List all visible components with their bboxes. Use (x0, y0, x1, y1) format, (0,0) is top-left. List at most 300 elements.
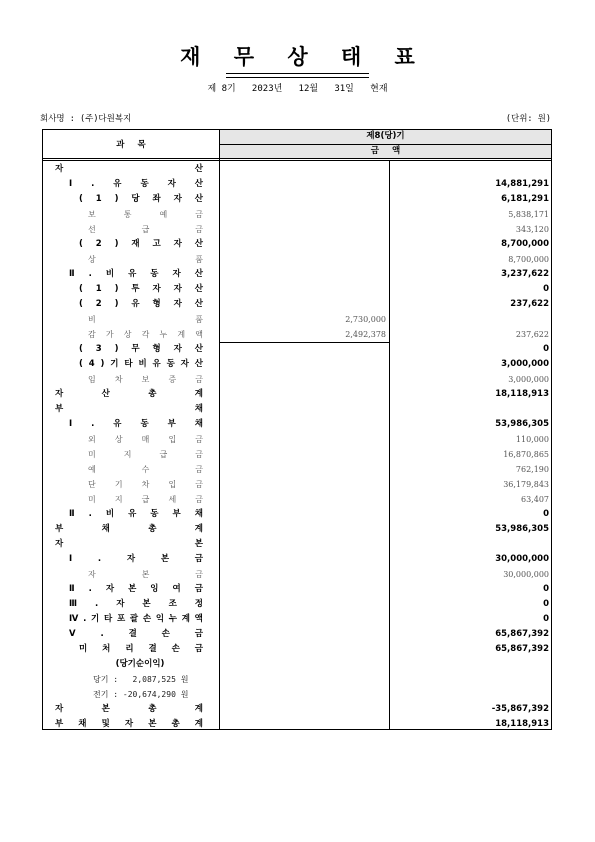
account-label (88, 252, 203, 267)
account-label-char: 자 (55, 164, 64, 174)
account-label-char: 수 (141, 465, 150, 474)
account-label-char: 산 (194, 344, 203, 354)
account-label-char: 금 (195, 375, 203, 384)
account-label-char: 계 (194, 524, 203, 534)
account-label-char: 매 (141, 435, 150, 444)
amount: 63,407 (521, 495, 549, 504)
table-row (43, 387, 552, 402)
account-label (88, 447, 203, 462)
account-label-char: ) (114, 194, 119, 204)
account-label-char: 가 (105, 330, 114, 339)
account-label-char: 부 (167, 419, 176, 429)
table-row (43, 372, 552, 387)
balance-sheet-table (42, 129, 552, 730)
account-label-char: 산 (194, 359, 203, 369)
sub-amount: 2,730,000 (345, 315, 386, 324)
account-label (88, 462, 203, 477)
account-label-char: . (83, 614, 87, 624)
amount: 762,190 (515, 465, 549, 474)
account-label (79, 192, 203, 207)
table-row (43, 687, 552, 702)
account-label-char: 비 (88, 315, 96, 324)
account-label-char: 산 (194, 194, 203, 204)
account-label-char: 금 (195, 435, 203, 444)
account-label-char: 산 (101, 389, 110, 399)
account-label-char: 품 (195, 255, 203, 264)
account-label-char: 순 (135, 659, 145, 669)
account-label-char: 자 (172, 269, 181, 279)
account-label-char: 타 (124, 359, 133, 369)
account-label (79, 237, 203, 252)
amount: 0 (543, 509, 549, 519)
account-label-char: 외 (88, 435, 96, 444)
account-label-char: 부 (55, 524, 64, 534)
account-label-char: 계 (194, 704, 203, 714)
account-label-char: 손 (161, 629, 170, 639)
table-row (43, 462, 552, 477)
account-label-char: 리 (125, 644, 134, 654)
amount (389, 402, 549, 417)
account-label-char: 결 (148, 644, 157, 654)
amount: 3,000,000 (508, 375, 549, 384)
account-label (55, 522, 203, 537)
account-label-char: 증 (168, 375, 177, 384)
account-label-char: 금 (194, 554, 203, 564)
account-label-char: 및 (101, 719, 110, 729)
table-row (43, 282, 552, 297)
table-row (43, 432, 552, 447)
table-row (43, 582, 552, 597)
account-label-char: 비 (138, 359, 147, 369)
table-row (43, 477, 552, 492)
table-row (43, 357, 552, 372)
account-label-char: 통 (123, 210, 132, 219)
account-label-char: 미 (79, 644, 88, 654)
account-label-char: 자 (105, 584, 115, 594)
amount: 18,118,913 (495, 719, 549, 729)
account-label-char: 계 (194, 719, 203, 729)
account-label-char: 부 (172, 509, 181, 519)
account-label-char: 예 (159, 210, 168, 219)
account-label-char: 정 (194, 599, 203, 609)
table-row (43, 222, 552, 237)
header-amount-label: 금 액 (370, 146, 406, 156)
account-label (69, 627, 203, 642)
amount: 30,000,000 (495, 554, 549, 564)
account-label-char: 산 (194, 179, 203, 189)
account-label-char: 동 (150, 509, 159, 519)
account-label-char: 부 (55, 404, 64, 414)
account-label-char: 금 (195, 465, 203, 474)
account-label-char: ( (79, 359, 83, 369)
account-label-char: 고 (152, 239, 161, 249)
table-row (43, 552, 552, 567)
account-label-char: 동 (140, 419, 149, 429)
account-label-char: ( (79, 239, 83, 249)
account-label-char: 3 (95, 344, 102, 354)
account-label (79, 642, 203, 657)
amount: 237,622 (515, 330, 549, 339)
table-row (43, 417, 552, 432)
account-label (69, 582, 203, 597)
account-label-char: 산 (194, 299, 203, 309)
table-row (43, 312, 552, 327)
amount (389, 537, 549, 552)
amount: 0 (543, 599, 549, 609)
account-label (79, 357, 203, 372)
account-label-char: . (91, 419, 95, 429)
table-row (43, 612, 552, 627)
account-label-char: 자 (152, 284, 161, 294)
account-label-char: . (88, 269, 92, 279)
account-label-char: 총 (148, 389, 157, 399)
account-label (79, 342, 203, 357)
account-label-char: 유 (113, 179, 122, 189)
account-label-char: ( (115, 659, 120, 669)
table-row (43, 657, 552, 672)
account-label-char: Ⅰ (69, 554, 73, 564)
account-label-char: 상 (88, 255, 96, 264)
account-label-char: 익 (152, 659, 161, 669)
account-label-char: 2 (95, 299, 102, 309)
table-row (43, 567, 552, 582)
account-label (69, 552, 203, 567)
account-label-char: 손 (142, 614, 152, 624)
account-label-char: 계 (177, 330, 186, 339)
account-label-char: 총 (148, 524, 157, 534)
table-row (43, 297, 552, 312)
amount: 18,118,913 (495, 389, 549, 399)
account-label-char: 자 (126, 554, 136, 564)
account-label-char: 금 (194, 584, 203, 594)
account-label-char: 선 (88, 225, 96, 234)
account-label-char: 괄 (129, 614, 139, 624)
table-row (43, 537, 552, 552)
amount: 0 (543, 284, 549, 294)
header-period-label: 제8(당)기 (366, 131, 405, 141)
table-row (43, 192, 552, 207)
account-label-char: Ⅴ (69, 629, 76, 639)
account-label-char: ) (160, 659, 165, 669)
account-label-char: 자 (88, 570, 96, 579)
account-label-char: 급 (141, 225, 150, 234)
account-label (88, 372, 203, 387)
account-label-char: 지 (123, 450, 132, 459)
account-label-char: ) (114, 284, 119, 294)
table-row (43, 162, 552, 177)
amount: 3,000,000 (501, 359, 549, 369)
account-label-char: . (95, 599, 99, 609)
account-label-char: 세 (168, 495, 177, 504)
account-label-char: 누 (168, 614, 177, 624)
account-label (79, 297, 203, 312)
account-label-char: 조 (168, 599, 177, 609)
account-label-char: 익 (155, 614, 165, 624)
account-label-char: 동 (150, 269, 159, 279)
account-label-char: 각 (141, 330, 150, 339)
account-label-char: 동 (166, 359, 175, 369)
account-label-char: 액 (195, 330, 203, 339)
account-label-char: 결 (128, 629, 137, 639)
account-label-char: 금 (195, 225, 203, 234)
account-label (55, 537, 203, 552)
amount: 53,986,305 (495, 419, 549, 429)
amount: 53,986,305 (495, 524, 549, 534)
account-label-char: 타 (104, 614, 113, 624)
account-label-char: 채 (194, 419, 203, 429)
table-row (43, 237, 552, 252)
account-label-char: 본 (142, 599, 151, 609)
account-label-char: Ⅰ (69, 179, 73, 189)
account-label-text: 전기 : -20,674,290 원 (93, 690, 189, 699)
amount: 6,181,291 (501, 194, 549, 204)
account-label-text: 당기 : 2,087,525 원 (93, 675, 189, 684)
amount: 0 (543, 344, 549, 354)
account-label-char: 자 (55, 539, 64, 549)
account-label-char: 계 (181, 614, 190, 624)
account-label (69, 177, 203, 192)
account-label-char: 채 (194, 509, 203, 519)
account-label-char: 채 (101, 524, 110, 534)
account-label-char: ) (114, 344, 119, 354)
title-underline-inner (226, 77, 369, 78)
account-label (88, 327, 203, 342)
account-label-char: 산 (194, 164, 203, 174)
account-label-char: Ⅳ (69, 614, 79, 624)
account-label (55, 162, 203, 177)
table-row (43, 642, 552, 657)
account-label-char: ) (114, 239, 119, 249)
amount: 8,700,000 (501, 239, 549, 249)
company-name: 회사명 : (주)다원복지 (40, 114, 132, 124)
account-label (69, 507, 203, 522)
sub-amount: 2,492,378 (345, 330, 386, 339)
header-bottom-rule-2 (43, 160, 552, 161)
account-label-char: 지 (114, 495, 123, 504)
account-label-char: 자 (173, 344, 182, 354)
header-bottom-rule (43, 158, 552, 159)
amount: 8,700,000 (508, 255, 549, 264)
table-row (43, 522, 552, 537)
account-label (69, 597, 203, 612)
account-label-char: 부 (55, 719, 64, 729)
account-label-char: 기 (91, 614, 100, 624)
amount: 16,870,865 (503, 450, 549, 459)
account-label-char: 자 (173, 284, 182, 294)
amount (389, 687, 549, 702)
table-row (43, 402, 552, 417)
account-label-char: 본 (160, 554, 170, 564)
account-label (93, 687, 213, 702)
account-label-char: 비 (105, 269, 115, 279)
amount (389, 312, 549, 327)
account-label (55, 387, 203, 402)
account-label-char: 입 (168, 435, 177, 444)
account-label-char: 본 (148, 719, 157, 729)
account-label-char: 산 (194, 284, 203, 294)
account-label-char: 자 (173, 194, 182, 204)
account-label (69, 267, 203, 282)
account-label-char: 예 (88, 465, 96, 474)
account-label-char: 좌 (152, 194, 161, 204)
account-label-char: 자 (55, 389, 64, 399)
currency-unit: (단위: 원) (505, 114, 551, 124)
account-label-char: 재 (131, 239, 140, 249)
account-label-char: 입 (168, 480, 177, 489)
account-label-char: 보 (88, 210, 96, 219)
amount: 65,867,392 (495, 629, 549, 639)
account-label-char: ( (79, 194, 83, 204)
amount: 36,179,843 (503, 480, 549, 489)
account-label-char: 손 (171, 644, 180, 654)
account-label-char: 자 (167, 179, 176, 189)
account-label (69, 612, 203, 627)
account-label-char: 1 (95, 194, 102, 204)
account-label-char: 액 (194, 614, 203, 624)
account-label-char: 당 (131, 194, 140, 204)
account-label-char: 자 (55, 704, 64, 714)
account-label (69, 417, 203, 432)
amount: 3,237,622 (501, 269, 549, 279)
account-label (88, 312, 203, 327)
account-label-char: ( (79, 299, 83, 309)
account-label-char: 채 (78, 719, 87, 729)
account-label (65, 657, 215, 672)
account-label-char: 금 (195, 450, 203, 459)
account-label-char: 누 (159, 330, 168, 339)
amount: 110,000 (515, 435, 549, 444)
account-label-char: 자 (180, 359, 189, 369)
amount (389, 162, 549, 177)
account-label-char: 기 (127, 659, 136, 669)
account-label-char: . (97, 554, 102, 564)
table-row (43, 492, 552, 507)
account-label-char: 금 (195, 570, 203, 579)
account-label (88, 432, 203, 447)
account-label-char: 형 (152, 299, 161, 309)
account-label-char: 보 (141, 375, 150, 384)
amount: 0 (543, 614, 549, 624)
account-label-char: 상 (123, 330, 132, 339)
table-row (43, 252, 552, 267)
amount: -35,867,392 (491, 704, 549, 714)
account-label-char: 금 (195, 480, 203, 489)
account-label (88, 492, 203, 507)
account-label-char: 감 (88, 330, 96, 339)
account-label-char: 비 (105, 509, 115, 519)
account-label (93, 672, 213, 687)
account-label-char: 포 (116, 614, 126, 624)
account-label (79, 282, 203, 297)
account-label-char: 임 (88, 375, 96, 384)
account-label-char: 유 (128, 269, 137, 279)
document-title: 재 무 상 태 표 (180, 45, 428, 69)
account-label-char: 1 (95, 284, 102, 294)
account-label-char: 형 (152, 344, 161, 354)
account-label-char: 자 (173, 239, 182, 249)
account-label-char: 미 (88, 495, 96, 504)
account-label-char: 본 (128, 584, 137, 594)
account-label (88, 222, 203, 237)
amount: 30,000,000 (503, 570, 549, 579)
amount (389, 672, 549, 687)
account-label-char: Ⅱ (69, 584, 75, 594)
account-label (55, 702, 203, 717)
amount (389, 657, 549, 672)
account-label-char: 차 (141, 480, 150, 489)
account-label-char: . (88, 509, 92, 519)
account-label-char: 투 (131, 284, 140, 294)
table-row (43, 597, 552, 612)
account-label-char: 4 (88, 359, 95, 369)
table-body (43, 162, 552, 730)
account-label-char: 기 (114, 480, 123, 489)
table-row (43, 327, 552, 342)
account-label-char: 금 (194, 644, 203, 654)
account-label-char: 미 (88, 450, 96, 459)
account-label-char: Ⅲ (69, 599, 78, 609)
account-label-char: 품 (195, 315, 203, 324)
amount: 65,867,392 (495, 644, 549, 654)
account-label (88, 477, 203, 492)
account-label-char: ( (79, 284, 83, 294)
table-row (43, 717, 552, 730)
account-label-char: 잉 (150, 584, 159, 594)
table-row (43, 342, 552, 357)
account-label-char: Ⅰ (69, 419, 73, 429)
title-underline (226, 73, 369, 74)
account-label-char: 유 (131, 299, 140, 309)
amount: 237,622 (510, 299, 549, 309)
account-label-char: 상 (114, 435, 123, 444)
account-label-char: 채 (194, 404, 203, 414)
amount: 14,881,291 (495, 179, 549, 189)
account-label-char: 동 (140, 179, 149, 189)
table-row (43, 672, 552, 687)
account-label-char: 계 (194, 389, 203, 399)
account-label-char: 유 (128, 509, 137, 519)
account-label-char: 자 (116, 599, 125, 609)
account-label-char: 자 (124, 719, 134, 729)
reporting-period: 제 8기 2023년 12월 31일 현재 (207, 84, 388, 94)
account-label-char: 금 (195, 210, 203, 219)
account-label-char: 총 (171, 719, 180, 729)
account-label-char: ( (79, 344, 83, 354)
account-label-char: 자 (173, 299, 182, 309)
header-account-column: 과 목 (116, 140, 151, 150)
account-label-char: 이 (144, 659, 153, 669)
table-row (43, 207, 552, 222)
account-label-char: 총 (148, 704, 157, 714)
account-label-char: . (88, 584, 92, 594)
account-label-char: 금 (194, 629, 203, 639)
account-label (55, 717, 203, 730)
account-label (88, 207, 203, 222)
account-label-char: Ⅱ (69, 509, 75, 519)
table-row (43, 267, 552, 282)
account-label-char: 본 (141, 570, 150, 579)
account-label-char: 처 (102, 644, 111, 654)
account-label (55, 402, 203, 417)
account-label-char: ) (100, 359, 105, 369)
account-label-char: 유 (152, 359, 161, 369)
amount: 0 (543, 584, 549, 594)
account-label-char: 급 (159, 450, 168, 459)
account-label-char: 급 (141, 495, 150, 504)
account-label-char: 단 (88, 480, 96, 489)
account-label-char: 본 (194, 539, 203, 549)
account-label-char: 2 (95, 239, 102, 249)
